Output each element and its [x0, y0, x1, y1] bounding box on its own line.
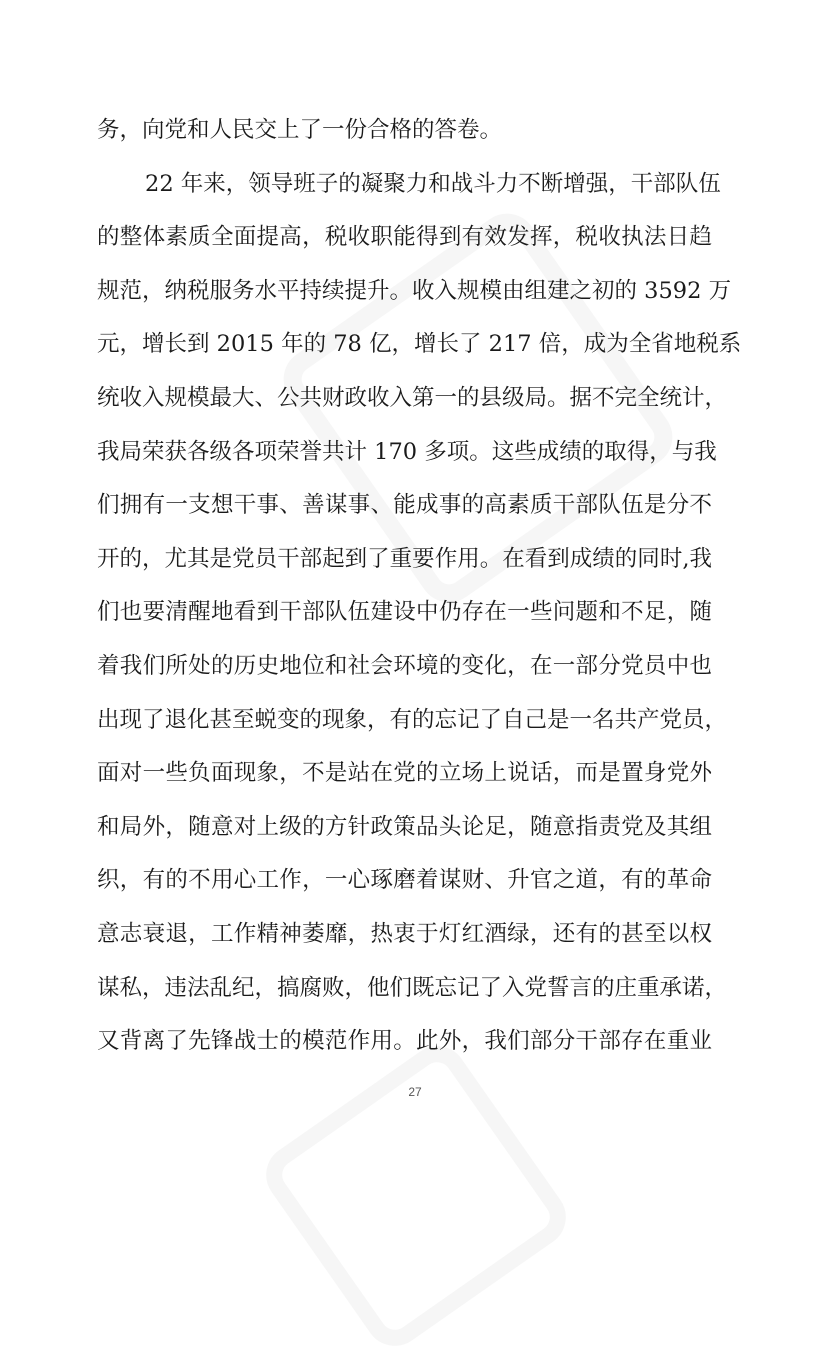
text-line: 面对一些负面现象，不是站在党的立场上说话，而是置身党外: [97, 760, 712, 787]
text-line: 元，增长到 2015 年的 78 亿，增长了 217 倍，成为全省地税系: [97, 331, 742, 358]
text-line: 22 年来，领导班子的凝聚力和战斗力不断增强，干部队伍: [145, 170, 721, 197]
text-line: 又背离了先锋战士的模范作用。此外，我们部分干部存在重业: [97, 1028, 712, 1055]
text-line: 们也要清醒地看到干部队伍建设中仍存在一些问题和不足，随: [97, 599, 712, 626]
text-line: 规范，纳税服务水平持续提升。收入规模由组建之初的 3592 万: [97, 277, 732, 304]
watermark: [254, 1034, 577, 1357]
text-line: 谋私，违法乱纪，搞腐败，他们既忘记了入党誓言的庄重承诺，: [97, 974, 728, 1001]
text-line: 开的，尤其是党员干部起到了重要作用。在看到成绩的同时,我: [97, 545, 712, 572]
text-line: 意志衰退，工作精神萎靡，热衷于灯红酒绿，还有的甚至以权: [97, 920, 712, 947]
page-number: 27: [408, 1085, 422, 1099]
text-line: 的整体素质全面提高，税收职能得到有效发挥，税收执法日趋: [97, 224, 712, 251]
text-line: 务，向党和人民交上了一份合格的答卷。: [97, 117, 503, 143]
text-line: 织，有的不用心工作，一心琢磨着谋财、升官之道，有的革命: [97, 867, 712, 894]
text-line: 们拥有一支想干事、善谋事、能成事的高素质干部队伍是分不: [97, 492, 712, 519]
document-body: [97, 104, 742, 1069]
text-line: 着我们所处的历史地位和社会环境的变化，在一部分党员中也: [97, 652, 712, 679]
text-line: 和局外，随意对上级的方针政策品头论足，随意指责党及其组: [97, 813, 712, 840]
text-line: 我局荣获各级各项荣誉共计 170 多项。这些成绩的取得，与我: [97, 438, 717, 465]
text-line: 统收入规模最大、公共财政收入第一的县级局。据不完全统计，: [97, 384, 728, 411]
text-line: 出现了退化甚至蜕变的现象，有的忘记了自己是一名共产党员，: [97, 706, 728, 733]
